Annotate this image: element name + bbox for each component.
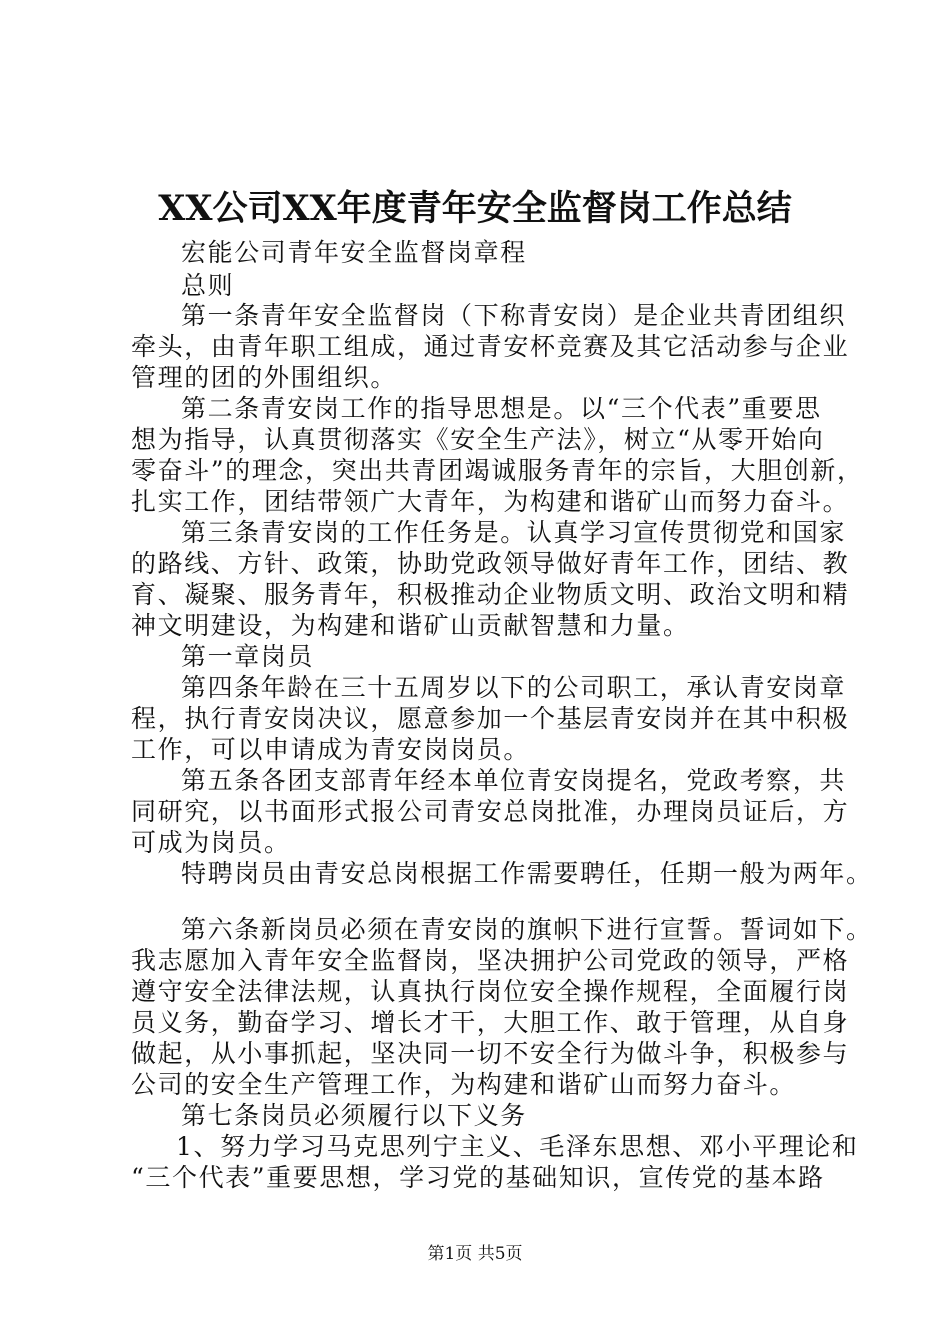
body-line: 第七条岗员必须履行以下义务 bbox=[181, 1101, 527, 1130]
body-line: 做起，从小事抓起，坚决同一切不安全行为做斗争，积极参与 bbox=[131, 1039, 850, 1068]
body-line: 我志愿加入青年安全监督岗，坚决拥护公司党政的领导，严格 bbox=[131, 946, 850, 975]
body-line: 总则 bbox=[181, 271, 235, 300]
body-line: 的路线、方针、政策，协助党政领导做好青年工作，团结、教 bbox=[131, 549, 850, 578]
body-line: 第二条青安岗工作的指导思想是。以“三个代表”重要思 bbox=[181, 394, 822, 423]
body-line: 程，执行青安岗决议，愿意参加一个基层青安岗并在其中积极 bbox=[131, 704, 850, 733]
body-line: 宏能公司青年安全监督岗章程 bbox=[181, 238, 527, 267]
body-line: 1、努力学习马克思列宁主义、毛泽东思想、邓小平理论和 bbox=[176, 1132, 859, 1161]
body-line: 牵头，由青年职工组成，通过青安杯竞赛及其它活动参与企业 bbox=[131, 332, 850, 361]
page-footer: 第1页 共5页 bbox=[427, 1244, 523, 1264]
body-line: 特聘岗员由青安总岗根据工作需要聘任，任期一般为两年。 bbox=[181, 859, 873, 888]
body-line: 神文明建设，为构建和谐矿山贡献智慧和力量。 bbox=[131, 611, 690, 640]
body-line: 第四条年龄在三十五周岁以下的公司职工，承认青安岗章 bbox=[181, 673, 847, 702]
body-line: 同研究，以书面形式报公司青安总岗批准，办理岗员证后，方 bbox=[131, 797, 850, 826]
body-line: 公司的安全生产管理工作，为构建和谐矿山而努力奋斗。 bbox=[131, 1070, 797, 1099]
body-line: 想为指导，认真贯彻落实《安全生产法》，树立“从零开始向 bbox=[131, 425, 825, 454]
body-line: 零奋斗”的理念，突出共青团竭诚服务青年的宗旨，大胆创新， bbox=[131, 456, 864, 485]
body-line: 育、凝聚、服务青年，积极推动企业物质文明、政治文明和精 bbox=[131, 580, 850, 609]
body-line: “三个代表”重要思想，学习党的基础知识，宣传党的基本路 bbox=[131, 1163, 825, 1192]
body-line: 工作，可以申请成为青安岗岗员。 bbox=[131, 735, 531, 764]
body-line: 扎实工作，团结带领广大青年，为构建和谐矿山而努力奋斗。 bbox=[131, 487, 850, 516]
document-title: XX公司XX年度青年安全监督岗工作总结 bbox=[158, 188, 792, 229]
body-line: 员义务，勤奋学习、增长才干，大胆工作、敢于管理，从自身 bbox=[131, 1008, 850, 1037]
body-line: 管理的团的外围组织。 bbox=[131, 363, 398, 392]
body-line: 第一条青年安全监督岗（下称青安岗）是企业共青团组织 bbox=[181, 301, 847, 330]
body-line: 第一章岗员 bbox=[181, 642, 315, 671]
body-line: 可成为岗员。 bbox=[131, 828, 291, 857]
body-line: 第三条青安岗的工作任务是。认真学习宣传贯彻党和国家 bbox=[181, 518, 847, 547]
body-line: 第五条各团支部青年经本单位青安岗提名，党政考察，共 bbox=[181, 766, 847, 795]
body-line: 遵守安全法律法规，认真执行岗位安全操作规程，全面履行岗 bbox=[131, 977, 850, 1006]
body-line: 第六条新岗员必须在青安岗的旗帜下进行宣誓。誓词如下。 bbox=[181, 915, 873, 944]
